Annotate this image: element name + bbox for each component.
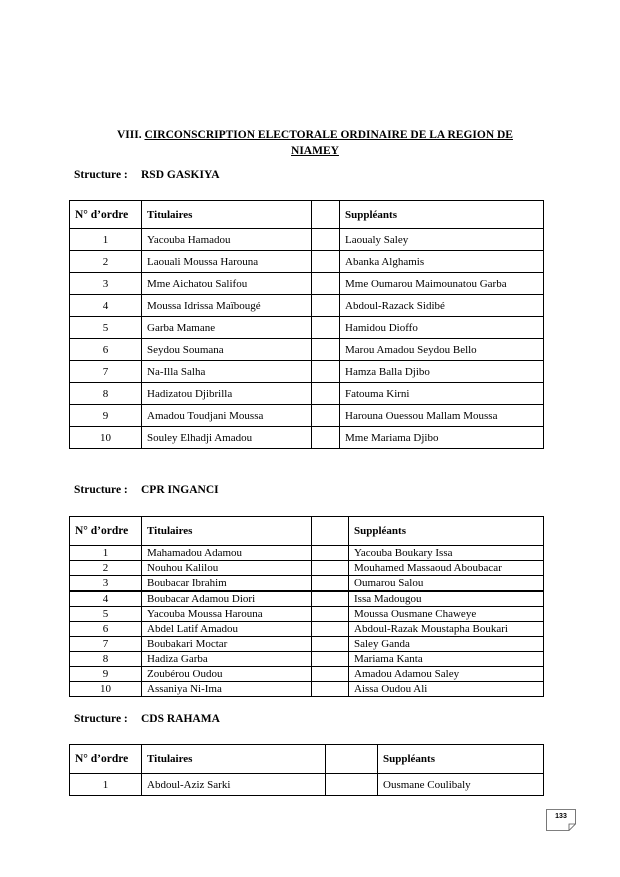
cell-suppleant: Abanka Alghamis [340,251,544,273]
cell-titulaire: Mme Aichatou Salifou [142,273,312,295]
cell-titulaire: Hadizatou Djibrilla [142,383,312,405]
table-row [70,607,544,622]
cell-spacer [312,339,340,361]
cell-num: 9 [70,405,142,427]
table-row [70,361,544,383]
cell-num: 5 [70,317,142,339]
table-body [70,229,544,449]
cell-num: 3 [70,576,142,592]
cell-spacer [312,561,349,576]
cell-suppleant: Ousmane Coulibaly [378,774,544,796]
cell-spacer [312,576,349,592]
section-title [80,127,550,159]
header-num: N° d’ordre [70,201,142,229]
table-row [70,667,544,682]
cell-spacer [312,546,349,561]
header-num: N° d’ordre [70,745,142,774]
header-titulaires: Titulaires [142,201,312,229]
header-suppleants: Suppléants [340,201,544,229]
cell-suppleant: Abdoul-Razak Moustapha Boukari [349,622,544,637]
cell-suppleant: Amadou Adamou Saley [349,667,544,682]
header-num: N° d’ordre [70,517,142,546]
cell-num: 7 [70,637,142,652]
page-number-box [546,809,576,831]
cell-titulaire: Yacouba Hamadou [142,229,312,251]
header-titulaires: Titulaires [142,745,326,774]
cell-spacer [312,295,340,317]
cell-num: 6 [70,339,142,361]
cell-suppleant: Hamza Balla Djibo [340,361,544,383]
cell-titulaire: Na-Illa Salha [142,361,312,383]
cell-titulaire: Abdel Latif Amadou [142,622,312,637]
cell-num: 4 [70,591,142,607]
cell-suppleant: Saley Ganda [349,637,544,652]
cell-titulaire: Zoubérou Oudou [142,667,312,682]
cell-spacer [312,637,349,652]
cell-suppleant: Harouna Ouessou Mallam Moussa [340,405,544,427]
cell-spacer [312,682,349,697]
cell-suppleant: Yacouba Boukary Issa [349,546,544,561]
table-row [70,546,544,561]
cell-spacer [312,317,340,339]
section-title-text-line2: NIAMEY [291,145,339,157]
structure-heading-2 [74,484,219,496]
candidates-table-1 [69,200,544,449]
cell-spacer [312,273,340,295]
cell-spacer [312,383,340,405]
cell-num: 1 [70,229,142,251]
table-header-row [70,517,544,546]
table-body [70,774,544,796]
header-titulaires: Titulaires [142,517,312,546]
cell-num: 10 [70,682,142,697]
cell-titulaire: Mahamadou Adamou [142,546,312,561]
table-row [70,229,544,251]
table-row [70,622,544,637]
structure-label: Structure : [74,713,128,725]
cell-titulaire: Assaniya Ni-Ima [142,682,312,697]
cell-suppleant: Laoualy Saley [340,229,544,251]
header-spacer [312,517,349,546]
table-row [70,251,544,273]
cell-spacer [312,361,340,383]
cell-num: 8 [70,652,142,667]
table-row [70,317,544,339]
cell-num: 3 [70,273,142,295]
cell-spacer [326,774,378,796]
cell-suppleant: Issa Madougou [349,591,544,607]
structure-heading-3 [74,713,220,725]
table-row [70,774,544,796]
cell-titulaire: Boubacar Adamou Diori [142,591,312,607]
cell-titulaire: Moussa Idrissa Maïbougé [142,295,312,317]
cell-titulaire: Nouhou Kalilou [142,561,312,576]
cell-suppleant: Mouhamed Massaoud Aboubacar [349,561,544,576]
cell-suppleant: Hamidou Dioffo [340,317,544,339]
structure-name: RSD GASKIYA [141,169,220,181]
table-row [70,652,544,667]
cell-suppleant: Aissa Oudou Ali [349,682,544,697]
table-row [70,405,544,427]
table-row [70,339,544,361]
header-suppleants: Suppléants [349,517,544,546]
table-row [70,561,544,576]
cell-num: 7 [70,361,142,383]
structure-label: Structure : [74,169,128,181]
cell-suppleant: Fatouma Kirni [340,383,544,405]
section-title-text: CIRCONSCRIPTION ELECTORALE ORDINAIRE DE LA REGION DE [144,129,513,141]
candidates-table-2 [69,516,544,697]
cell-titulaire: Amadou Toudjani Moussa [142,405,312,427]
table-row [70,427,544,449]
cell-num: 8 [70,383,142,405]
cell-titulaire: Seydou Soumana [142,339,312,361]
cell-spacer [312,622,349,637]
cell-suppleant: Oumarou Salou [349,576,544,592]
cell-num: 2 [70,251,142,273]
cell-num: 1 [70,774,142,796]
cell-spacer [312,591,349,607]
header-suppleants: Suppléants [378,745,544,774]
cell-num: 2 [70,561,142,576]
table-row [70,591,544,607]
cell-titulaire: Laouali Moussa Harouna [142,251,312,273]
cell-suppleant: Moussa Ousmane Chaweye [349,607,544,622]
cell-titulaire: Yacouba Moussa Harouna [142,607,312,622]
cell-titulaire: Hadiza Garba [142,652,312,667]
header-spacer [326,745,378,774]
structure-heading-1 [74,169,220,181]
structure-label: Structure : [74,484,128,496]
cell-spacer [312,607,349,622]
cell-num: 5 [70,607,142,622]
structure-name: CDS RAHAMA [141,713,220,725]
cell-titulaire: Souley Elhadji Amadou [142,427,312,449]
header-spacer [312,201,340,229]
table-row [70,273,544,295]
cell-num: 9 [70,667,142,682]
cell-suppleant: Abdoul-Razack Sidibé [340,295,544,317]
table-header-row [70,201,544,229]
cell-suppleant: Mariama Kanta [349,652,544,667]
cell-num: 4 [70,295,142,317]
cell-spacer [312,427,340,449]
cell-spacer [312,251,340,273]
cell-spacer [312,229,340,251]
cell-titulaire: Boubakari Moctar [142,637,312,652]
table-row [70,383,544,405]
table-header-row [70,745,544,774]
cell-num: 6 [70,622,142,637]
cell-num: 10 [70,427,142,449]
cell-suppleant: Mme Mariama Djibo [340,427,544,449]
cell-titulaire: Garba Mamane [142,317,312,339]
cell-spacer [312,667,349,682]
structure-name: CPR INGANCI [141,484,219,496]
table-row [70,576,544,592]
cell-titulaire: Abdoul-Aziz Sarki [142,774,326,796]
table-row [70,295,544,317]
cell-num: 1 [70,546,142,561]
candidates-table-3 [69,744,544,796]
table-row [70,682,544,697]
table-body [70,546,544,697]
cell-suppleant: Mme Oumarou Maimounatou Garba [340,273,544,295]
table-row [70,637,544,652]
cell-suppleant: Marou Amadou Seydou Bello [340,339,544,361]
cell-spacer [312,652,349,667]
section-title-prefix: VIII. [117,129,142,141]
cell-titulaire: Boubacar Ibrahim [142,576,312,592]
page-number: 133 [555,813,567,820]
cell-spacer [312,405,340,427]
